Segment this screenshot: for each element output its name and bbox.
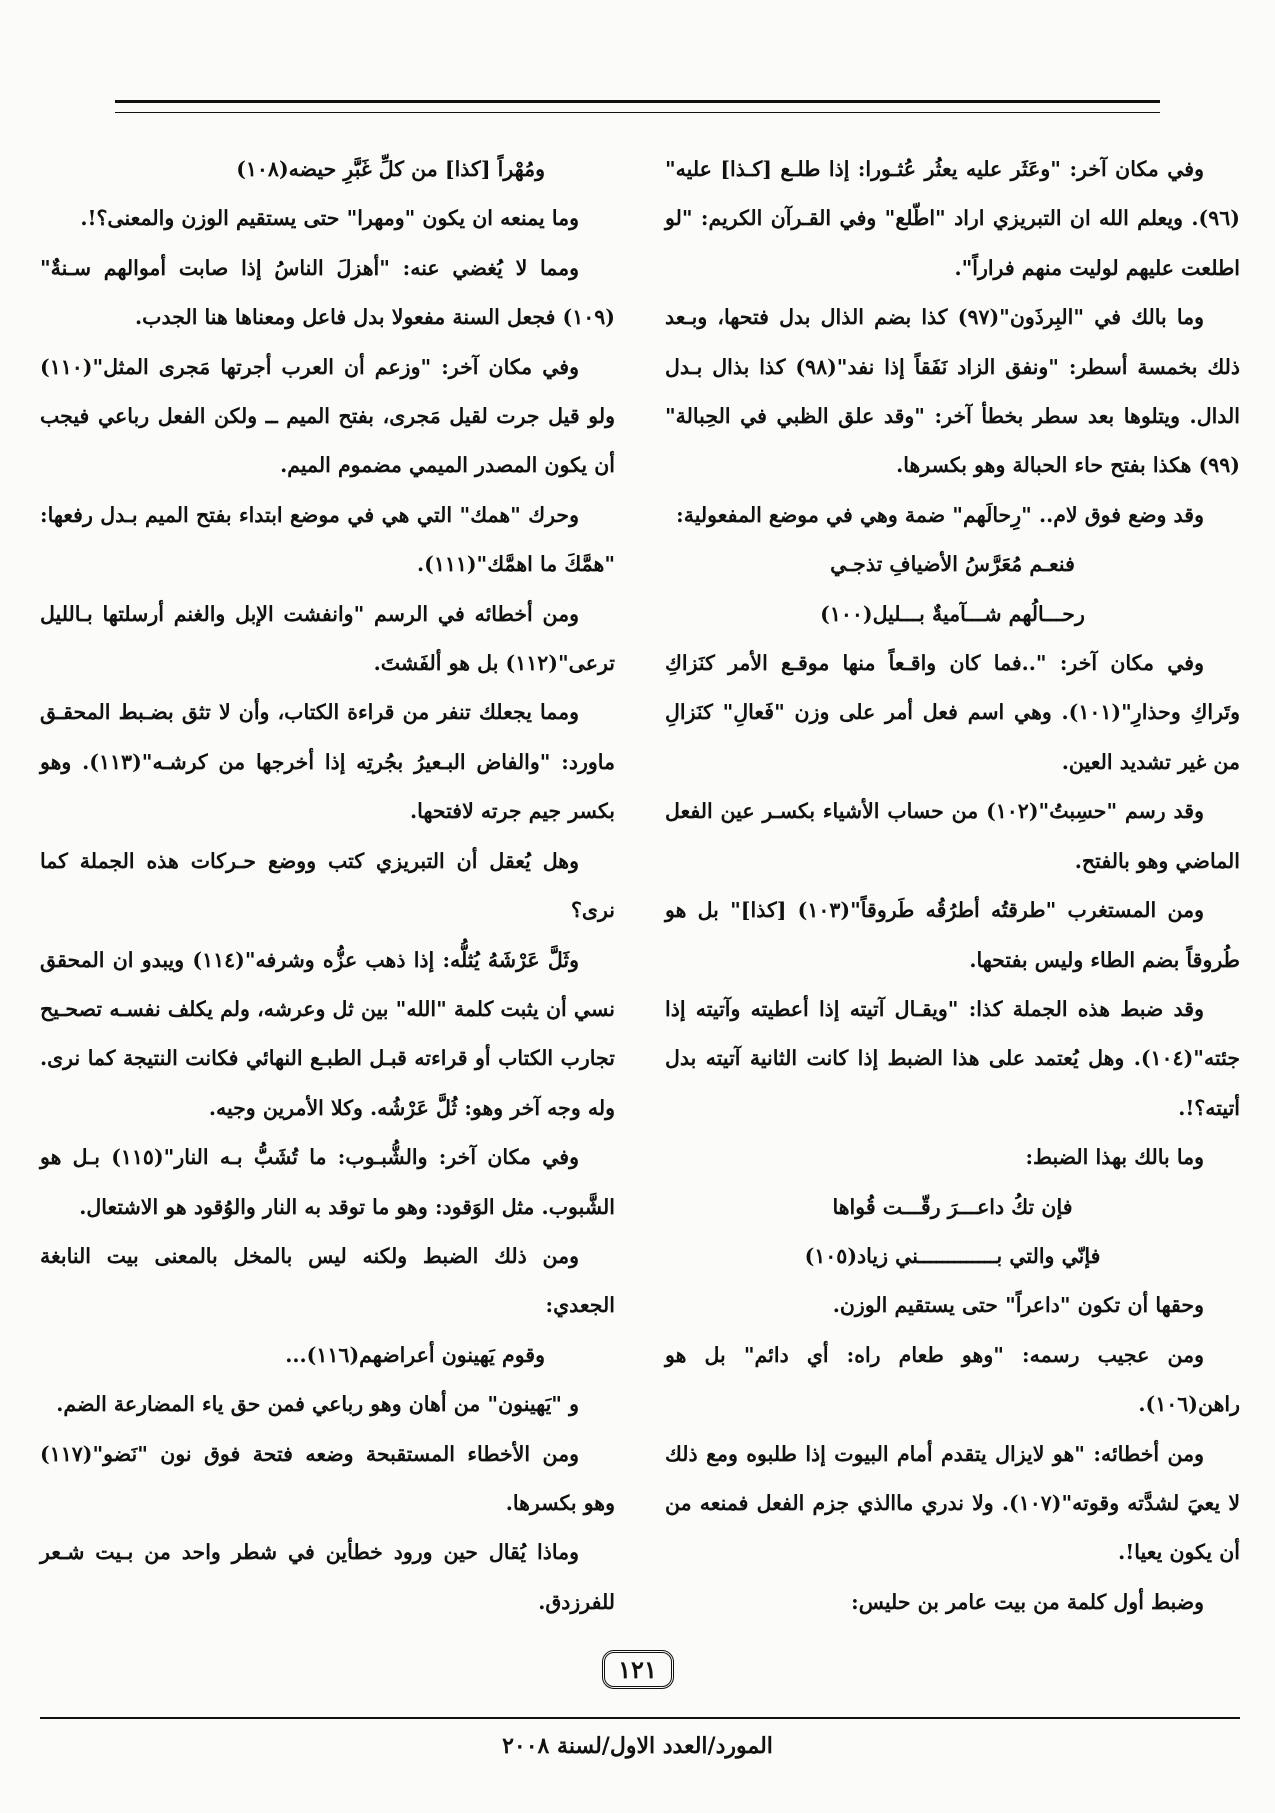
paragraph: ومن الأخطاء المستقبحة وضعه فتحة فوق نون "نَضو"(١١٧) وهو بكسرها. <box>40 1441 615 1515</box>
verse-line: رحـــالُهم شـــآميةٌ بـــليل(١٠٠) <box>820 601 1085 626</box>
paragraph: ومن المستغرب "طرقتُه أطرُقُه طَروقاً"(١٠٣) [كذا]" بل هو طُروقاً بضم الطاء وليس بفتحها. <box>665 898 1240 972</box>
paragraph: وفي مكان آخر: "..فما كان واقـعاً منها موقـع الأمر كنَزاكِ وتَراكِ وحذارِ"(١٠١). وهي اسم فعل أمر على وزن "فَعالِ" كنَزالِ من غير تشديد العين. <box>665 651 1240 774</box>
verse-line: وقوم يَهينون أعراضهم(١١٦)... <box>285 1342 545 1367</box>
paragraph: وهل يُعقل أن التبريزي كتب ووضع حـركات هذه الجملة كما نرى؟ <box>40 848 615 923</box>
paragraph: وفي مكان آخر: والشُّبـوب: ما تُشَبُّ بـه النار"(١١٥) بـل هو الشَّبوب. مثل الوَقود: وهو ما توقد به النار والوُقود هو الاشتعال. <box>40 1145 615 1219</box>
paragraph: ومن أخطائه: "هو لايزال يتقدم أمام البيوت إذا طلبوه ومع ذلك لا يعيَ لشدَّته وقوته"(١٠٧). ولا ندري ماالذي جزم الفعل فمنعه من أن يكون يعيا!. <box>665 1441 1241 1565</box>
page-number: ١٢١ <box>602 1650 674 1689</box>
paragraph: وما بالك بهذا الضبط: <box>1025 1145 1204 1170</box>
paragraph: ومن ذلك الضبط ولكنه ليس بالمخل بالمعنى بيت النابغة الجعدي: <box>40 1243 615 1318</box>
paragraph: وما بالك في "البِرذَون"(٩٧) كذا بضم الذال بدل فتحها، وبـعد ذلك بخمسة أسطر: "ونفق الزاد نَفَقاً إذا نفد"(٩٨) كذا بذال بـدل الدال. ويتلوها بعد سطر بخطأ آخر: "وقد علق الظبي في الحِبالة"(٩٩) هكذا بفتح حاء الحبالة وهو بكسرها. <box>665 305 1240 478</box>
right-column <box>665 145 1240 1615</box>
paragraph: و "يَهينون" من أهان وهو رباعي فمن حق ياء المضارعة الضم. <box>56 1392 579 1417</box>
paragraph: وفي مكان آخر: "وعَثَر عليه يعثُر عُثـورا: إذا طلـع [كـذا] عليه"(٩٦). ويعلم الله ان التبريزي اراد "اطّلع" وفي القـرآن الكريم: "لو اطلعت عليهم لوليت منهم فراراً". <box>665 157 1240 280</box>
header-rule-thick <box>115 100 1160 103</box>
paragraph: وحقها أن تكون "داعراً" حتى يستقيم الوزن. <box>832 1293 1204 1318</box>
paragraph: ومن أخطائه في الرسم "وانفشت الإبل والغنم أرسلتها بـالليل ترعى"(١١٢) بل هو ألفَشتَ. <box>40 601 615 676</box>
verse-line: فنعـم مُعَرَّسُ الأضيافِ تذجـي <box>830 552 1075 577</box>
journal-footer: المورد/العدد الاول/لسنة ٢٠٠٨ <box>502 1733 773 1759</box>
paragraph: وفي مكان آخر: "وزعم أن العرب أجرتها مَجرى المثل"(١١٠) ولو قيل جرت لقيل مَجرى، بفتح الميم ــ ولكن الفعل رباعي فيجب أن يكون المصدر الميمي مضموم الميم. <box>40 354 615 478</box>
text-columns <box>40 145 1240 1615</box>
paragraph: وماذا يُقال حين ورود خطأين في شطر واحد من بـيت شـعر للفرزدق. <box>40 1540 615 1614</box>
header-rule-thin <box>115 112 1160 113</box>
paragraph: وضبط أول كلمة من بيت عامر بن حليس: <box>851 1589 1204 1614</box>
paragraph: وما يمنعه ان يكون "ومهرا" حتى يستقيم الوزن والمعنى؟!. <box>80 206 579 231</box>
paragraph: ومما يجعلك تنفر من قراءة الكتاب، وأن لا تثق بضـبط المحقـق ماورد: "والفاض البـعيرُ بجُرتِه إذا أخرجها من كرشـه"(١١٣). وهو بكسر جيم جرته لافتحها. <box>40 700 615 824</box>
paragraph: وثَلَّ عَرْشَهُ يُثلُّه: إذا ذهب عزُّه وشرفه"(١١٤) ويبدو ان المحقق نسي أن يثبت كلمة "الله" بين ثل وعرشه، ولم يكلف نفسـه تصحـيح تجارب الكتاب أو قراءته قبـل الطبـع النهائي فكانت النتيجة كما نرى. وله وجه آخر وهو: ثُلَّ عَرْشُه. وكلا الأمرين وجيه. <box>40 947 615 1120</box>
paragraph: وقد رسم "حسِبتُ"(١٠٢) من حساب الأشياء بكسـر عين الفعل الماضي وهو بالفتح. <box>665 799 1240 873</box>
footer-rule <box>40 1717 1240 1719</box>
left-column <box>40 145 615 1615</box>
paragraph: وقد ضبط هذه الجملة كذا: "ويقـال آتيته إذا أعطيته وآتيته إذا جئته"(١٠٤). وهل يُعتمد على هذا الضبط إذا كانت الثانية آتيته بدل أتيته؟!. <box>665 996 1240 1120</box>
paragraph: ومن عجيب رسمه: "وهو طعام راه: أي دائم" بل هو راهن(١٠٦). <box>665 1342 1240 1417</box>
verse-line: فإنّي والتي بـــــــــــــني زياد(١٠٥) <box>804 1243 1101 1268</box>
verse-line: ومُهْراً [كذا] من كلِّ غَبَّرِ حيضه(١٠٨) <box>236 157 545 181</box>
paragraph: ومما لا يُغضي عنه: "أهزلَ الناسُ إذا صابت أموالهم سـنةٌ"(١٠٩) فجعل السنة مفعولا بدل فاعل ومعناها هنا الجدب. <box>40 255 615 330</box>
paragraph: وقد وضع فوق لام.. "رِحالَهم" ضمة وهي في موضع المفعولية: <box>676 502 1204 527</box>
page-number-container <box>0 1650 1275 1689</box>
paragraph: وحرك "همك" التي هي في موضع ابتداء بفتح الميم بـدل رفعها: "همَّكَ ما اهمَّك"(١١١). <box>40 502 615 577</box>
verse-line: فإن تكُ داعـــرَ رقّـــت قُواها <box>832 1194 1073 1219</box>
